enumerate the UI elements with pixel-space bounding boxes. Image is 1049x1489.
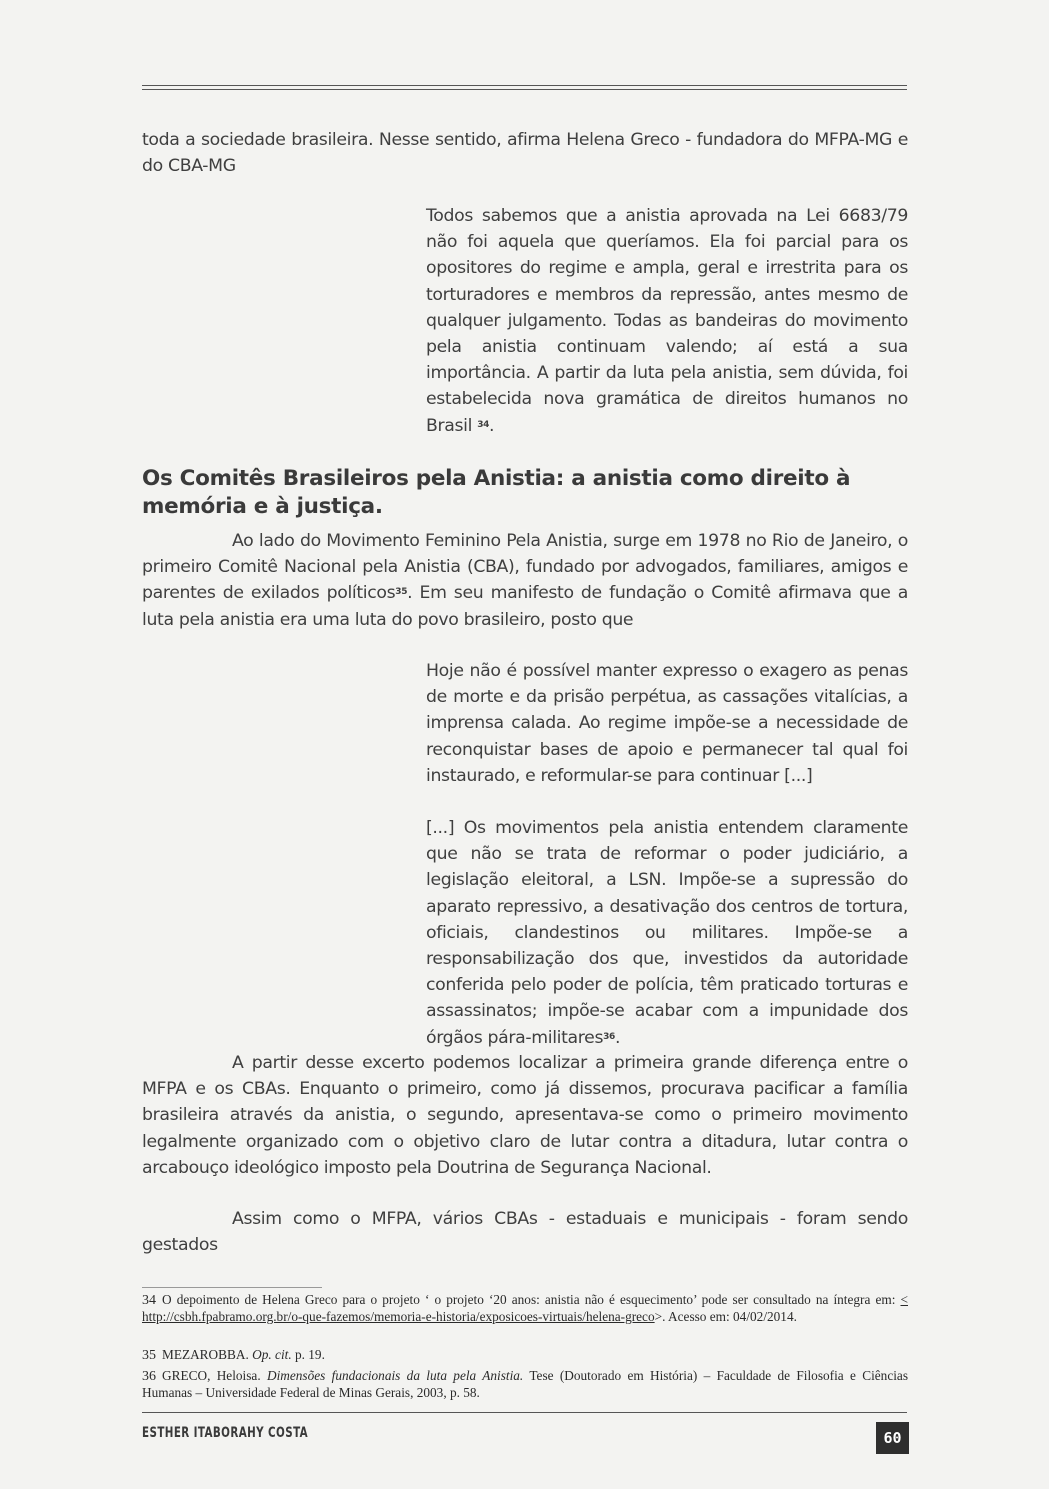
- footnote-34-link[interactable]: < http://csbh.fpabramo.org.br/o-que-fazemos/memoria-e-historia/exposicoes-virtuais/helena-greco: [142, 1292, 908, 1324]
- footer-rule: [142, 1412, 907, 1413]
- footnote-ref-34[interactable]: 34: [477, 419, 490, 430]
- header-rule-top: [142, 85, 907, 86]
- intro-paragraph: toda a sociedade brasileira. Nesse sentido, afirma Helena Greco - fundadora do MFPA-MG e do CBA-MG: [142, 130, 908, 177]
- footnote-36: 36 GRECO, Heloisa. Dimensões fundacionais da luta pela Anistia. Tese (Doutorado em História) – Faculdade de Filosofia e Ciências Humanas – Universidade Federal de Minas Gerais, 2003, p. 58.: [142, 1368, 908, 1400]
- section-heading: Os Comitês Brasileiros pela Anistia: a anistia como direito à memória e à justiça.: [142, 466, 851, 519]
- page-number: 60: [876, 1422, 909, 1454]
- footnote-34: 34 O depoimento de Helena Greco para o projeto ‘ o projeto ‘20 anos: anistia não é esquecimento’ pode ser consultado na íntegra em: < http://csbh.fpabramo.org.br/o-que-fazemos/memoria-e-historia/exposicoes-virtuais/helena-greco>. Acesso em: 04/02/2014.: [142, 1292, 908, 1324]
- paragraph-mfpa-cba-difference: A partir desse excerto podemos localizar a primeira grande diferença entre o MFPA e os CBAs. Enquanto o primeiro, como já dissemos, procurava pacificar a família brasileira através da anistia, o segundo, apresentava-se como o primeiro movimento legalmente organizado com o objetivo claro de lutar contra a ditadura, lutar contra o arcabouço ideológico imposto pela Doutrina de Segurança Nacional.: [142, 1053, 908, 1178]
- header-rule-bottom: [142, 89, 907, 90]
- footnote-ref-35[interactable]: 35: [395, 587, 408, 598]
- footnote-separator: [142, 1287, 322, 1288]
- paragraph-cba-origin: Ao lado do Movimento Feminino Pela Anistia, surge em 1978 no Rio de Janeiro, o primeiro Comitê Nacional pela Anistia (CBA), fundado por advogados, familiares, amigos e parentes de exilados políticos$^{35}$. Em seu manifesto de fundação o Comitê afirmava que a luta pela anistia era uma luta do povo brasileiro, posto que: [142, 531, 908, 630]
- block-quote-greco: Todos sabemos que a anistia aprovada na Lei 6683/79 não foi aquela que queríamos. Ela foi parcial para os opositores do regime e ampla, geral e irrestrita para os torturadores e membros da repressão, antes mesmo de qualquer julgamento. Todas as bandeiras do movimento pela anistia continuam valendo; aí está a sua importância. A partir da luta pela anistia, sem dúvida, foi estabelecida nova gramática de direitos humanos no Brasil $^{34}$.: [426, 206, 908, 436]
- footnote-35: 35 MEZAROBBA. Op. cit. p. 19.: [142, 1347, 325, 1363]
- block-quote-manifesto-part1: Hoje não é possível manter expresso o exagero as penas de morte e da prisão perpétua, as cassações vitalícias, a imprensa calada. Ao regime impõe-se a necessidade de reconquistar bases de apoio e permanecer tal qual foi instaurado, e reformular-se para continuar [...]: [426, 661, 908, 786]
- footer-author: ESTHER ITABORAHY COSTA: [142, 1425, 309, 1441]
- footnote-ref-36[interactable]: 36: [603, 1031, 615, 1042]
- block-quote-manifesto-part2: [...] Os movimentos pela anistia entendem claramente que não se trata de reformar o poder judiciário, a legislação eleitoral, a LSN. Impõe-se a supressão do aparato repressivo, a desativação dos centros de tortura, oficiais, clandestinos ou militares. Impõe-se a responsabilização dos que, investidos da autoridade conferida pelo poder de polícia, têm praticado torturas e assassinatos; impõe-se acabar com a impunidade dos órgãos pára-militares$^{36}$.: [426, 818, 908, 1048]
- paragraph-cbas-gestados: Assim como o MFPA, vários CBAs - estaduais e municipais - foram sendo gestados: [142, 1209, 908, 1256]
